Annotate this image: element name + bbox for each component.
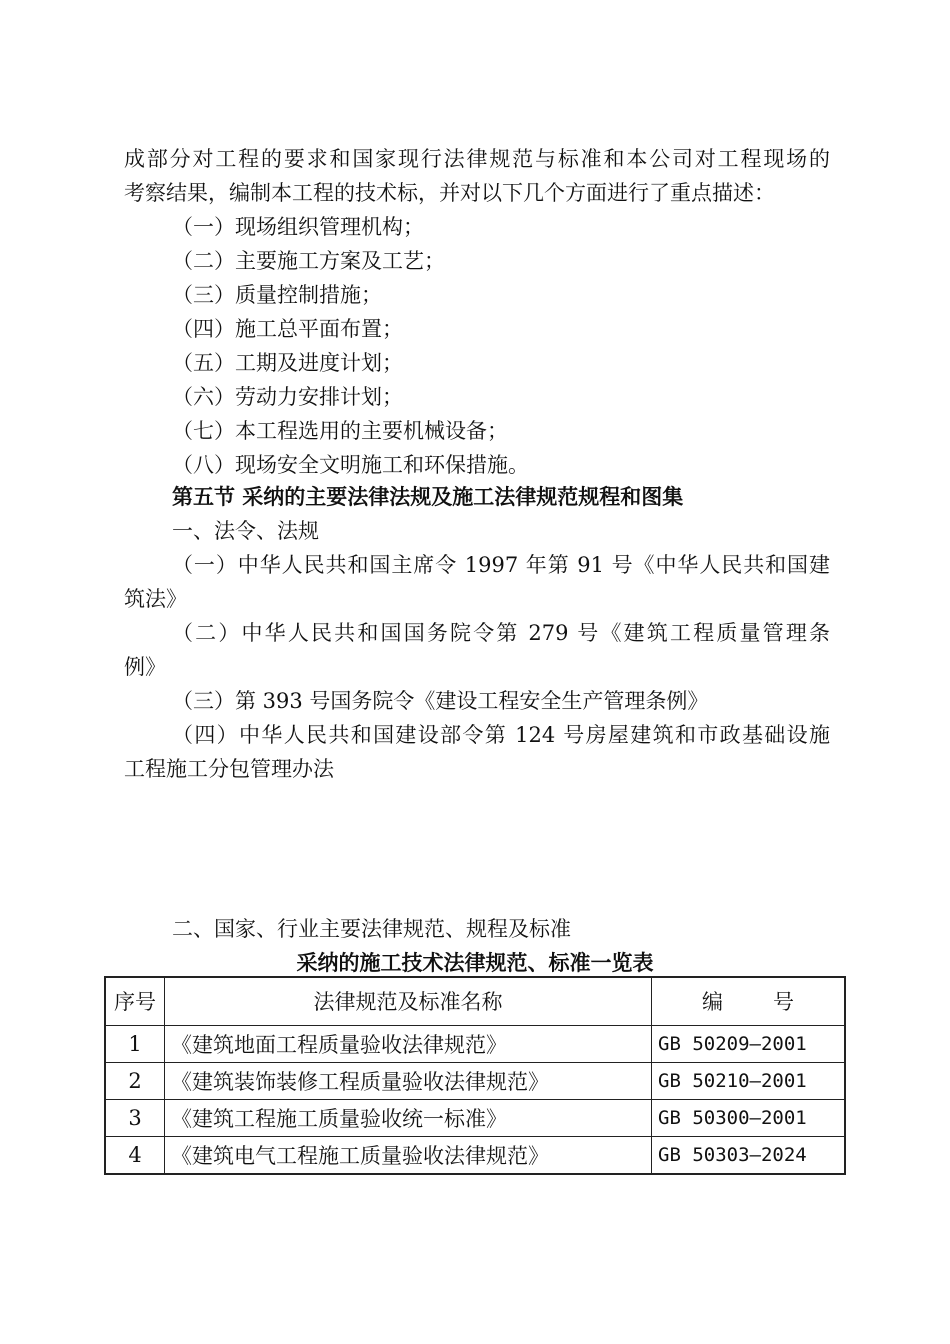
- row-code: GB 50209—2001: [652, 1025, 846, 1062]
- list-item: （六）劳动力安排计划；: [172, 385, 403, 409]
- row-code: GB 50300—2001: [652, 1099, 846, 1136]
- standards-table: [104, 976, 846, 1175]
- table-header-row: [105, 977, 845, 1025]
- law-item-3: （三）第 393 号国务院令《建设工程安全生产管理条例》: [172, 689, 709, 713]
- law-item-1: （一）中华人民共和国主席令 1997 年第 91 号《中华人民共和国建: [172, 553, 830, 577]
- law-item-4: （四）中华人民共和国建设部令第 124 号房屋建筑和市政基础设施: [172, 723, 830, 747]
- law-item-2-cont: 例》: [124, 655, 166, 679]
- row-name: 《建筑装饰装修工程质量验收法律规范》: [165, 1062, 652, 1099]
- header-code-b: 号: [773, 990, 794, 1015]
- row-code: GB 50210—2001: [652, 1062, 846, 1099]
- row-name: 《建筑电气工程施工质量验收法律规范》: [165, 1136, 652, 1174]
- table-caption: 采纳的施工技术法律规范、标准一览表: [296, 950, 654, 975]
- header-name: 法律规范及标准名称: [165, 977, 652, 1025]
- list-item: （一）现场组织管理机构；: [172, 215, 424, 239]
- list-item: （三）质量控制措施；: [172, 283, 382, 307]
- list-item: （七）本工程选用的主要机械设备；: [172, 419, 508, 443]
- table-row: [105, 1136, 845, 1174]
- row-no: 1: [105, 1025, 165, 1062]
- law-item-4-cont: 工程施工分包管理办法: [124, 757, 334, 781]
- row-name: 《建筑工程施工质量验收统一标准》: [165, 1099, 652, 1136]
- law-item-2: （二）中华人民共和国国务院令第 279 号《建筑工程质量管理条: [172, 621, 830, 645]
- row-no: 2: [105, 1062, 165, 1099]
- intro-line-1: 成部分对工程的要求和国家现行法律规范与标准和本公司对工程现场的: [124, 147, 830, 171]
- law-item-1-cont: 筑法》: [124, 587, 187, 611]
- list-item: （五）工期及进度计划；: [172, 351, 403, 375]
- subsection-heading: 二、国家、行业主要法律规范、规程及标准: [172, 917, 571, 941]
- header-code-a: 编: [702, 990, 723, 1015]
- list-item: （八）现场安全文明施工和环保措施。: [172, 453, 529, 477]
- table-row: [105, 1025, 845, 1062]
- row-name: 《建筑地面工程质量验收法律规范》: [165, 1025, 652, 1062]
- table-row: [105, 1099, 845, 1136]
- subsection-heading: 一、法令、法规: [172, 519, 319, 543]
- row-code: GB 50303—2024: [652, 1136, 846, 1174]
- header-no: 序号: [105, 977, 165, 1025]
- table-row: [105, 1062, 845, 1099]
- list-item: （四）施工总平面布置；: [172, 317, 403, 341]
- header-code: [652, 977, 846, 1025]
- list-item: （二）主要施工方案及工艺；: [172, 249, 445, 273]
- intro-line-2: 考察结果，编制本工程的技术标，并对以下几个方面进行了重点描述：: [124, 181, 775, 205]
- row-no: 3: [105, 1099, 165, 1136]
- row-no: 4: [105, 1136, 165, 1174]
- section-title: 第五节 采纳的主要法律法规及施工法律规范规程和图集: [172, 484, 684, 509]
